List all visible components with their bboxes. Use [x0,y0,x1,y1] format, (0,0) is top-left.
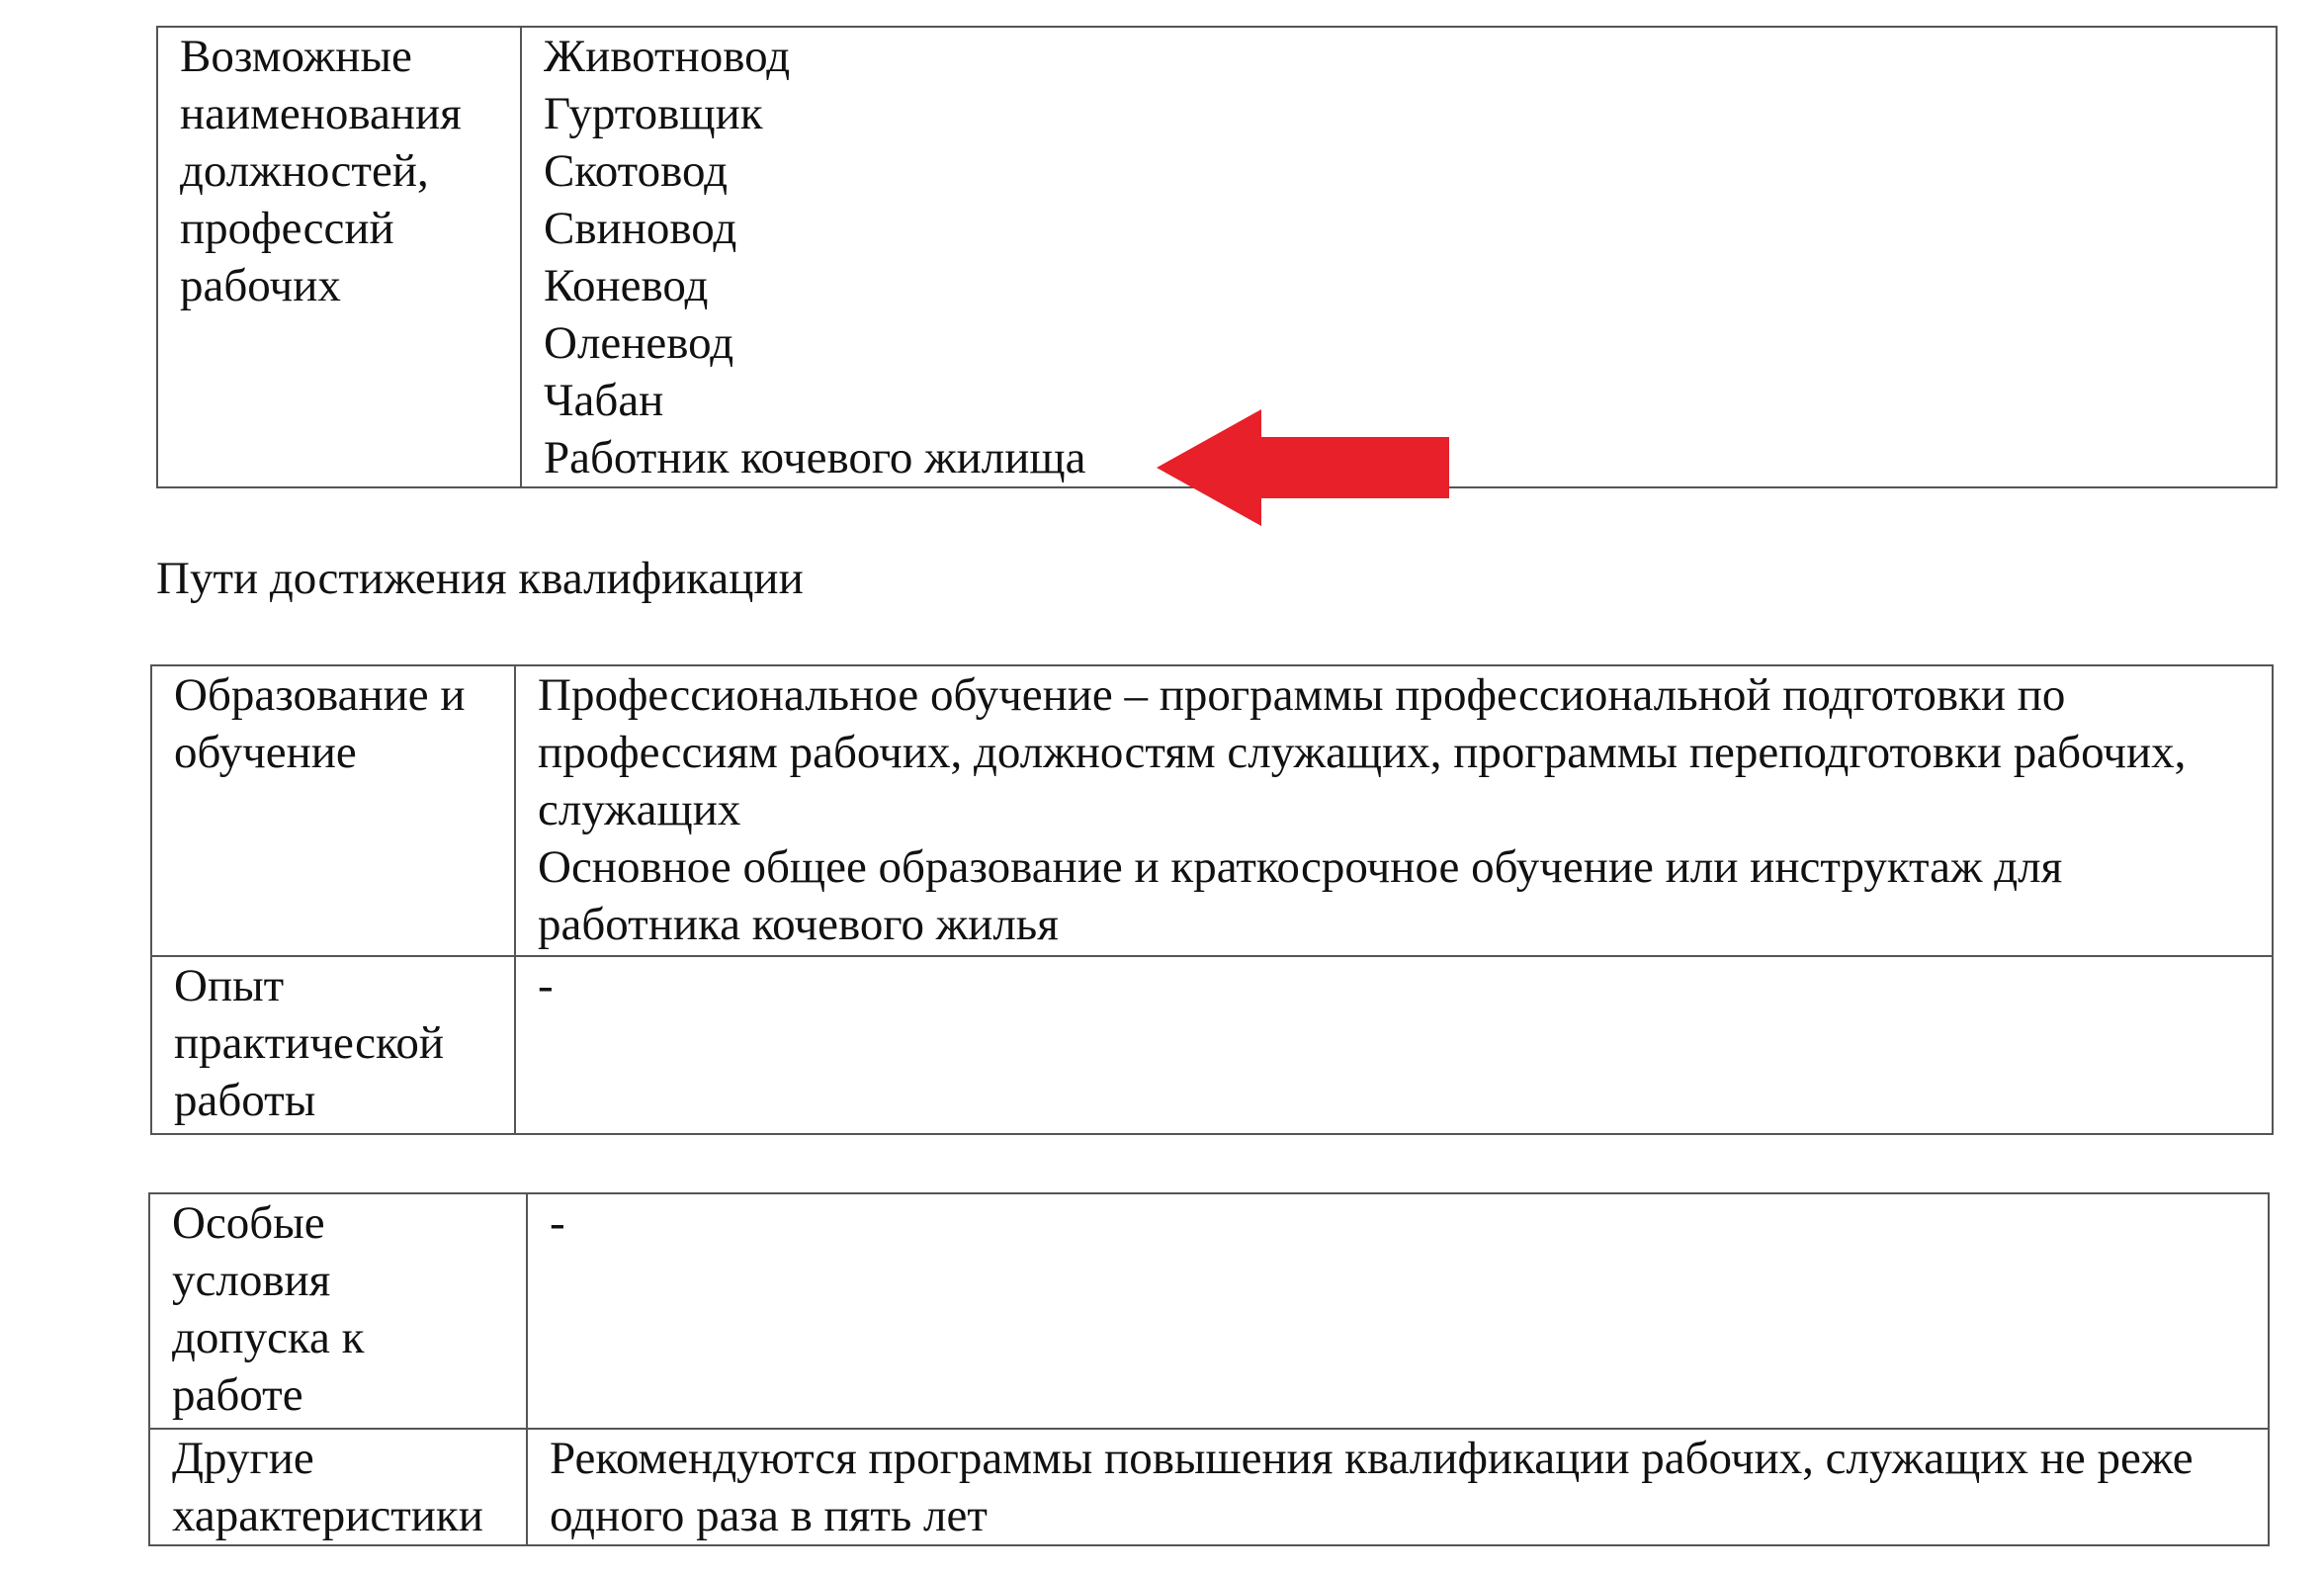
label-line: Другие [172,1433,314,1484]
label-line: характеристики [172,1490,483,1541]
table-row [149,1193,2269,1429]
education-value-cell [515,665,2273,956]
experience-value-cell: - [515,956,2273,1134]
label-line: условия [172,1255,331,1306]
other-value-cell: Рекомендуются программы повышения квалификации рабочих, служащих не реже одного раза в пять лет [527,1429,2269,1545]
label-line: Образование и [174,669,466,721]
education-label-cell [151,665,515,956]
label-line: профессий [180,203,394,254]
label-line: Особые [172,1197,325,1249]
label-line: Опыт [174,960,285,1011]
experience-label-cell [151,956,515,1134]
position-item: Чабан [544,375,664,426]
position-item: Оленевод [544,317,734,369]
position-item: Скотовод [544,145,729,197]
label-line: работы [174,1075,316,1126]
label-line: рабочих [180,260,341,311]
table-row [151,956,2273,1134]
position-item-highlighted: Работник кочевого жилища [544,432,1086,483]
label-line: обучение [174,727,357,778]
education-paragraph: Профессиональное обучение – программы профессиональной подготовки по профессиям рабочих, должностям служащих, программы переподготовки рабочих, служащих [538,669,2187,835]
label-line: работе [172,1369,303,1421]
label-line: практической [174,1017,445,1069]
education-paragraph: Основное общее образование и краткосрочное обучение или инструктаж для работника кочевого жилья [538,841,2063,950]
position-item: Свиновод [544,203,737,254]
qualification-table [150,664,2274,1135]
table-row [151,665,2273,956]
conditions-table [148,1192,2270,1546]
position-item: Гуртовщик [544,88,763,139]
conditions-value-cell: - [527,1193,2269,1429]
arrow-shape [1157,409,1449,526]
position-item: Животновод [544,31,791,82]
label-line: допуска к [172,1312,365,1363]
section-heading: Пути достижения квалификации [156,553,804,604]
conditions-label-cell [149,1193,527,1429]
label-line: наименования [180,88,462,139]
label-line: Возможные [180,31,412,82]
position-item: Коневод [544,260,709,311]
other-label-cell [149,1429,527,1545]
table-row [149,1429,2269,1545]
red-arrow-icon [1157,409,1449,526]
positions-label-cell [157,27,521,487]
label-line: должностей, [180,145,429,197]
